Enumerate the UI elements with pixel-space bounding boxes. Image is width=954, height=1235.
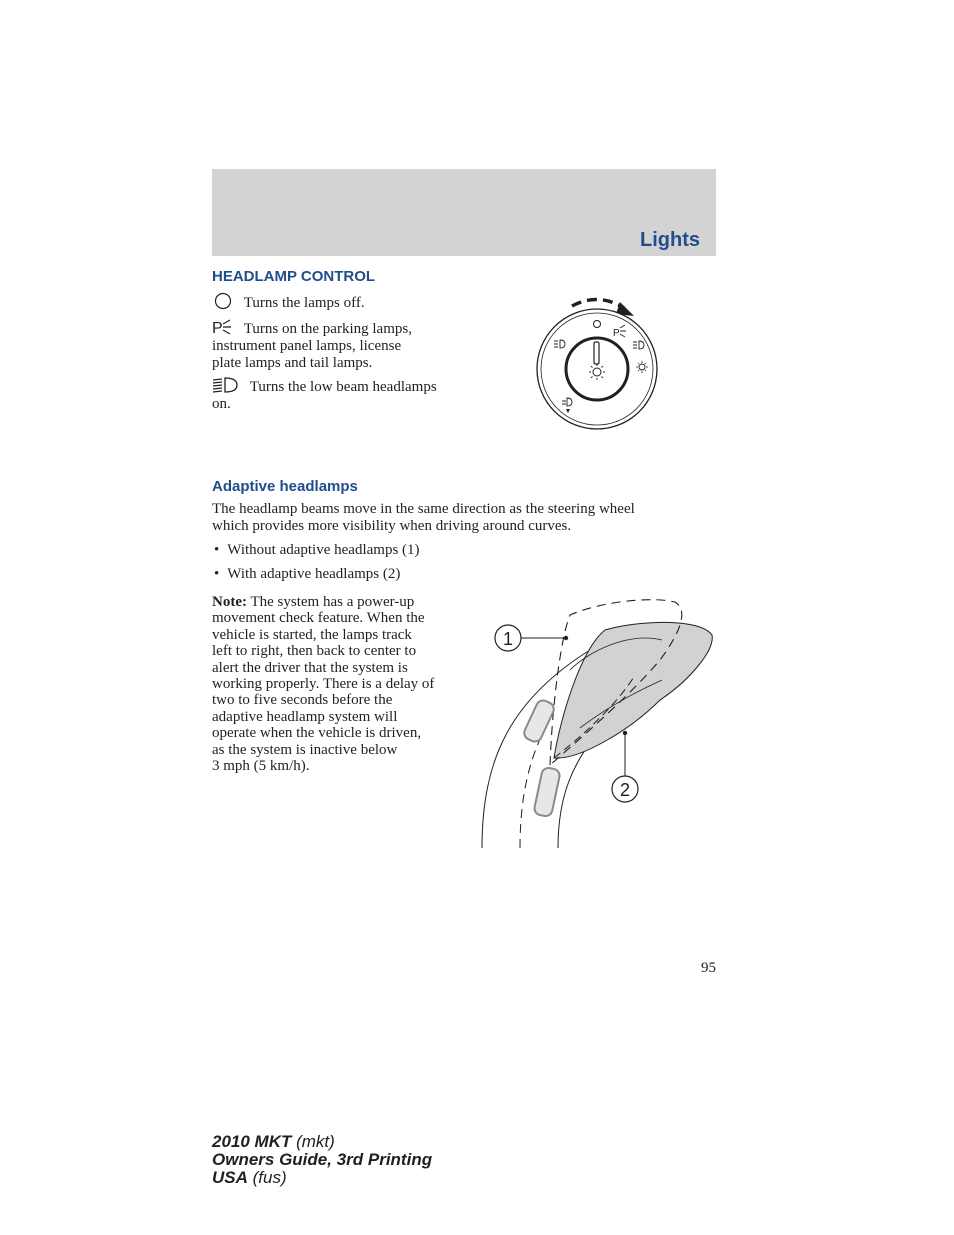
note-line: movement check feature. When the xyxy=(212,610,425,627)
note-line: adaptive headlamp system will xyxy=(212,708,398,725)
footer-market: USA xyxy=(212,1168,248,1187)
svg-text:P: P xyxy=(212,320,223,336)
note-line: The system has a power-up xyxy=(250,594,415,610)
low-beam-item-line2: on. xyxy=(212,396,231,412)
callout-1-label: 1 xyxy=(502,629,514,649)
circle-off-icon xyxy=(214,292,232,310)
adaptive-headlamp-diagram xyxy=(470,590,720,852)
footer-model: 2010 MKT xyxy=(212,1132,292,1151)
page-number: 95 xyxy=(701,960,716,976)
low-beam-item xyxy=(212,376,472,413)
car-icon xyxy=(533,767,561,818)
footer-guide: Owners Guide, 3rd Printing xyxy=(212,1150,433,1169)
adaptive-intro-line1: The headlamp beams move in the same direction as the steering wheel xyxy=(212,501,635,517)
note-line: alert the driver that the system is xyxy=(212,659,408,676)
footer-model-code: (mkt) xyxy=(296,1132,335,1151)
off-item xyxy=(214,292,365,312)
note-line: two to five seconds before the xyxy=(212,692,393,709)
low-beam-item-line1: Turns the low beam headlamps xyxy=(249,379,437,395)
car-icon xyxy=(522,698,556,744)
parking-item xyxy=(212,318,472,372)
callout-2-label: 2 xyxy=(619,780,631,800)
headlamp-switch-illustration xyxy=(530,290,670,440)
footer-market-code: (fus) xyxy=(252,1168,287,1187)
parking-item-line3: plate lamps and tail lamps. xyxy=(212,355,373,371)
note-line: vehicle is started, the lamps track xyxy=(212,626,412,643)
adaptive-headlamps-heading: Adaptive headlamps xyxy=(212,478,358,495)
note-paragraph xyxy=(212,594,472,774)
note-line: left to right, then back to center to xyxy=(212,643,417,660)
headlamp-control-heading: HEADLAMP CONTROL xyxy=(212,268,376,285)
note-line: working properly. There is a delay of xyxy=(212,676,435,693)
note-line: as the system is inactive below xyxy=(212,741,398,758)
bullet-item: • Without adaptive headlamps (1) xyxy=(214,542,420,559)
adaptive-intro xyxy=(212,501,716,535)
dial-parking-label: P xyxy=(613,328,620,339)
bullet-list xyxy=(214,542,420,583)
parking-item-line1: Turns on the parking lamps, xyxy=(243,321,412,337)
parking-item-line2: instrument panel lamps, license xyxy=(212,338,402,354)
low-beam-icon xyxy=(212,376,238,394)
adaptive-intro-line2: which provides more visibility when driving around curves. xyxy=(212,518,572,534)
document-footer xyxy=(212,1133,432,1187)
note-line: 3 mph (5 km/h). xyxy=(212,758,310,775)
section-header-band xyxy=(212,169,716,256)
parking-lamp-icon xyxy=(212,318,234,336)
section-title: Lights xyxy=(640,229,700,251)
off-item-text: Turns the lamps off. xyxy=(243,295,365,311)
note-line: operate when the vehicle is driven, xyxy=(212,725,422,742)
note-label: Note: xyxy=(212,594,247,610)
bullet-item: • With adaptive headlamps (2) xyxy=(214,566,420,583)
